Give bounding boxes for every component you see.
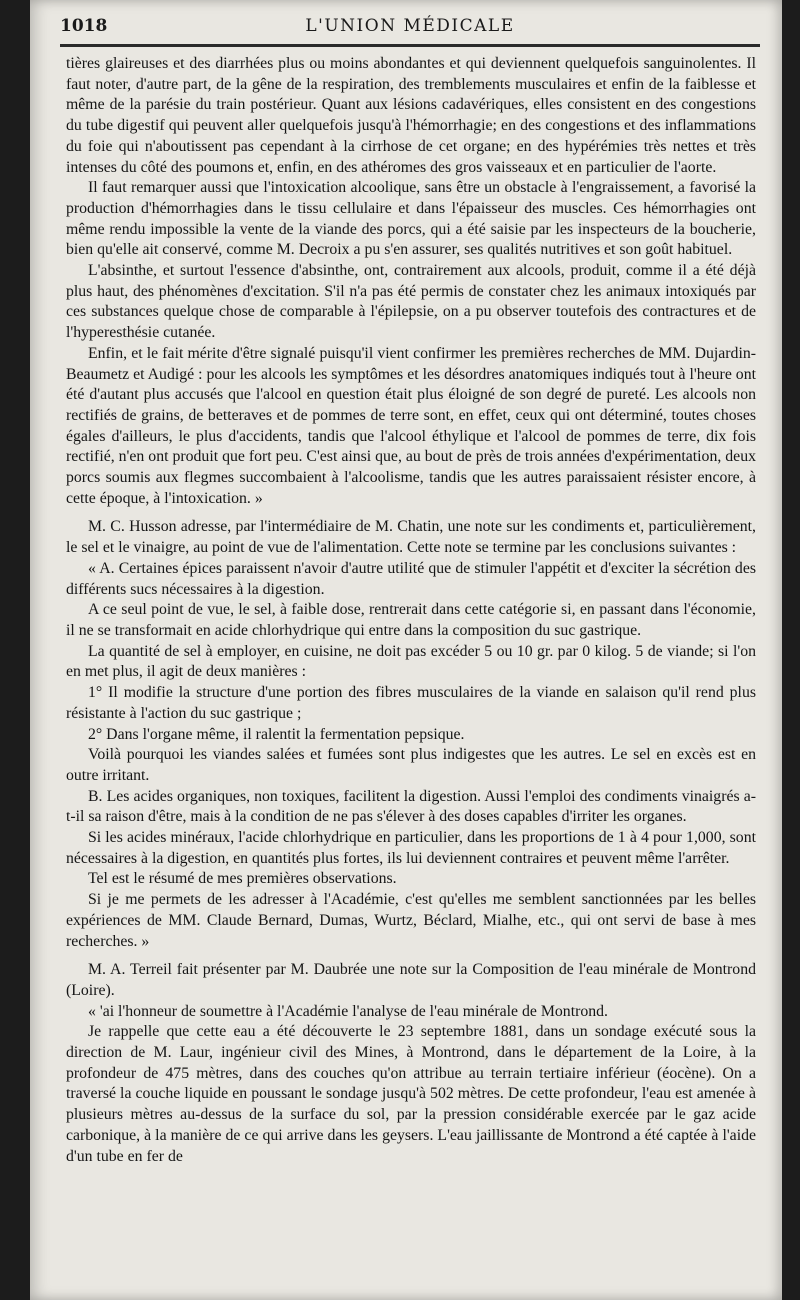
paragraph: M. C. Husson adresse, par l'intermédiaire de M. Chatin, une note sur les condiments et, particulièrement, le sel et le vinaigre, au point de vue de l'alimentation. Cette note se termine par les conclusions suivantes : xyxy=(66,518,756,557)
paragraph: tières glaireuses et des diarrhées plus ou moins abondantes et qui deviennent quelquefois sanguinolentes. Il faut noter, d'autre part, de la gêne de la respiration, des tremblements musculaires et enfin de la faiblesse et même de la parésie du train postérieur. Quant aux lésions cadavériques, elles consistent en des congestions du tube digestif qui peuvent aller quelquefois jusqu'à l'hémorrhagie; en des congestions et des inflammations du foie qui n'aboutissent pas cependant à la cirrhose de cet organe; en des hypérémies très nettes et très intenses du côté des poumons et, enfin, en des athéromes des gros vaisseaux et en particulier de l'aorte. xyxy=(66,55,756,176)
body-text xyxy=(66,54,756,1167)
paragraph: M. A. Terreil fait présenter par M. Daubrée une note sur la Composition de l'eau minérale de Montrond (Loire). xyxy=(66,961,756,999)
paragraph: 2° Dans l'organe même, il ralentit la fermentation pepsique. xyxy=(88,725,465,743)
paragraph: A ce seul point de vue, le sel, à faible dose, rentrerait dans cette catégorie si, en passant dans l'économie, il ne se transformait en acide chlorhydrique qui entre dans la composition du suc gastrique. xyxy=(66,601,756,639)
page-number: 1018 xyxy=(60,16,108,36)
paragraph: Si je me permets de les adresser à l'Académie, c'est qu'elles me semblent sanctionnées par les belles expériences de MM. Claude Bernard, Dumas, Wurtz, Béclard, Mialhe, etc., qui ont servi de base à mes recherches. » xyxy=(66,891,756,950)
paragraph: Si les acides minéraux, l'acide chlorhydrique en particulier, dans les proportions de 1 à 4 pour 1,000, sont nécessaires à la digestion, en quantités plus fortes, ils lui deviennent contraires et peuvent même l'arrêter. xyxy=(66,829,756,867)
page-header xyxy=(60,12,760,42)
paragraph: Je rappelle que cette eau a été découverte le 23 septembre 1881, dans un sondage exécuté sous la direction de M. Laur, ingénieur civil des Mines, à Montrond, dans le département de la Loire, à la profondeur de 475 mètres, dans des couches qu'on attribue au terrain tertiaire inférieur (éocène). On a traversé la couche liquide en poussant le sondage jusqu'à 502 mètres. De cette profondeur, l'eau est amenée à plusieurs mètres au-dessus de la surface du sol, par la pression considérable exercée par le gaz acide carbonique, à la manière de ce qui arrive dans les geysers. L'eau jaillissante de Montrond a été captée à l'aide d'un tube en fer de xyxy=(66,1023,756,1165)
header-rule xyxy=(60,44,760,47)
paragraph: La quantité de sel à employer, en cuisine, ne doit pas excéder 5 ou 10 gr. par 0 kilog. 5 de viande; si l'on en met plus, il agit de deux manières : xyxy=(66,642,756,681)
paragraph: L'absinthe, et surtout l'essence d'absinthe, ont, contrairement aux alcools, produit, comme il a été déjà plus haut, des phénomènes d'excitation. S'il n'a pas été permis de constater chez les animaux intoxiqués par ces substances quelque chose de comparable à l'épilepsie, on a pu observer toutefois des contractures et de l'hyperesthésie cutanée. xyxy=(66,262,756,342)
paragraph: 1° Il modifie la structure d'une portion des fibres musculaires de la viande en salaison qu'il rend plus résistante à l'action du suc gastrique ; xyxy=(66,684,756,722)
paragraph: Tel est le résumé de mes premières observations. xyxy=(88,870,397,888)
paragraph: « A. Certaines épices paraissent n'avoir d'autre utilité que de stimuler l'appétit et d'exciter la sécrétion des différents sucs nécessaires à la digestion. xyxy=(66,559,756,598)
document-page xyxy=(30,0,782,1300)
paragraph: B. Les acides organiques, non toxiques, facilitent la digestion. Aussi l'emploi des condiments vinaigrés a-t-il sa raison d'être, mais à la condition de ne pas s'élever à des doses capables d'irriter les organes. xyxy=(66,787,756,826)
running-title: L'UNION MÉDICALE xyxy=(305,16,515,36)
paragraph: Enfin, et le fait mérite d'être signalé puisqu'il vient confirmer les premières recherches de MM. Dujardin-Beaumetz et Audigé : pour les alcools les symptômes et les désordres anatomiques indiqués tout à l'heure ont été d'autant plus accusés que l'alcool en question était plus éloigné de son degré de pureté. Les alcools non rectifiés de grains, de betteraves et de pommes de terre sont, en effet, ceux qui ont déterminé, toutes choses égales d'ailleurs, le plus d'accidents, tandis que l'alcool éthylique et l'alcool de pommes de terre, dix fois rectifié, n'en ont produit que fort peu. C'est ainsi que, au bout de près de trois années d'expérimentation, deux porcs soumis aux flegmes succombaient à l'alcoolisme, tandis que les autres paraissaient résister encore, à cette époque, à l'intoxication. » xyxy=(66,344,756,507)
paragraph: Il faut remarquer aussi que l'intoxication alcoolique, sans être un obstacle à l'engraissement, a favorisé la production d'hémorrhagies dans le tissu cellulaire et dans l'épaisseur des muscles. Ces hémorrhagies ont même rendu impossible la vente de la viande des porcs, qui a été saisie par les inspecteurs de la boucherie, bien qu'elle ait conservé, comme M. Decroix a pu s'en assurer, ses qualités nutritives et son goût habituel. xyxy=(66,179,756,259)
paragraph: « 'ai l'honneur de soumettre à l'Académie l'analyse de l'eau minérale de Montrond. xyxy=(88,1002,608,1020)
paragraph: Voilà pourquoi les viandes salées et fumées sont plus indigestes que les autres. Le sel en excès est en outre irritant. xyxy=(66,746,756,784)
